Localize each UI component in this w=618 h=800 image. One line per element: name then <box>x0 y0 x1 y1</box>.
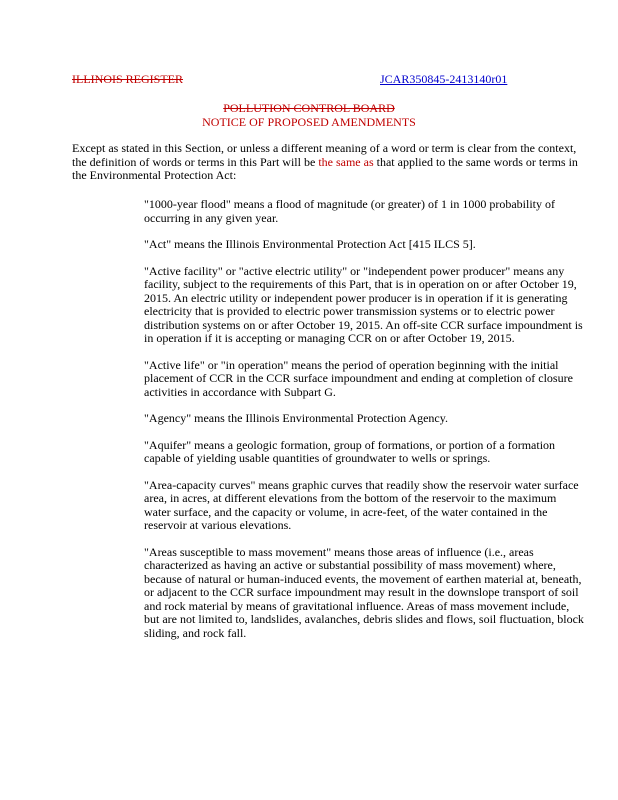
agency-title: POLLUTION CONTROL BOARD <box>223 101 395 115</box>
definition-active-life: "Active life" or "in operation" means the period of operation beginning with the initial placement of CCR in the CCR surface impoundment and ending at completion of closure activities in accordance with Subpart G. <box>144 357 573 399</box>
notice-title: NOTICE OF PROPOSED AMENDMENTS <box>202 115 416 129</box>
definition-active-facility: "Active facility" or "active electric utility" or "independent power producer" means any facility, subject to the requirements of this Part, that is in operation on or after October 19, 2015. An electric utility or independent power producer is in operation if it is generating electricity that is provided to electric power transmission systems or to electric power distribution systems on or after October 19, 2015. An off-site CCR surface impoundment is in operation if it is accepting or managing CCR on or after October 19, 2015. <box>144 263 583 345</box>
definition-area-capacity-curves: "Area-capacity curves" means graphic curves that readily show the reservoir water surface area, in acres, at different elevations from the bottom of the reservoir to the maximum water surface, and the capacity or volume, in acre-feet, of the water contained in the reservoir at various elevations. <box>144 477 579 532</box>
intro-inserted-text: the same as <box>318 154 374 169</box>
jcar-reference: JCAR350845-2413140r01 <box>380 72 508 86</box>
intro-text-after: that applied to the same words or terms in the Environmental Protection Act: <box>72 154 578 182</box>
register-header: ILLINOIS REGISTER <box>72 72 183 86</box>
definitions-list <box>144 198 584 653</box>
definition-aquifer: "Aquifer" means a geologic formation, group of formations, or portion of a formation capable of yielding usable quantities of groundwater to wells or springs. <box>144 437 556 465</box>
definition-1000-year-flood: "1000-year flood" means a flood of magnitude (or greater) of 1 in 1000 probability of occurring in any given year. <box>144 197 556 225</box>
intro-text-before: Except as stated in this Section, or unless a different meaning of a word or term is clear from the context, the definition of words or terms in this Part will be <box>72 141 577 169</box>
definition-act: "Act" means the Illinois Environmental Protection Act [415 ILCS 5]. <box>144 237 476 251</box>
definition-areas-susceptible: "Areas susceptible to mass movement" means those areas of influence (i.e., areas characterized as having an active or substantial possibility of mass movement) where, because of natural or human-induced events, the movement of earthen material at, beneath, or adjacent to the CCR surface impoundment may result in the downslope transport of soil and rock material by means of gravitational influence. Areas of mass movement include, but are not limited to, landslides, avalanches, debris slides and flows, soil fluctuation, block sliding, and rock fall. <box>144 544 584 640</box>
definition-agency: "Agency" means the Illinois Environmental Protection Agency. <box>144 411 448 425</box>
intro-paragraph <box>72 142 592 183</box>
